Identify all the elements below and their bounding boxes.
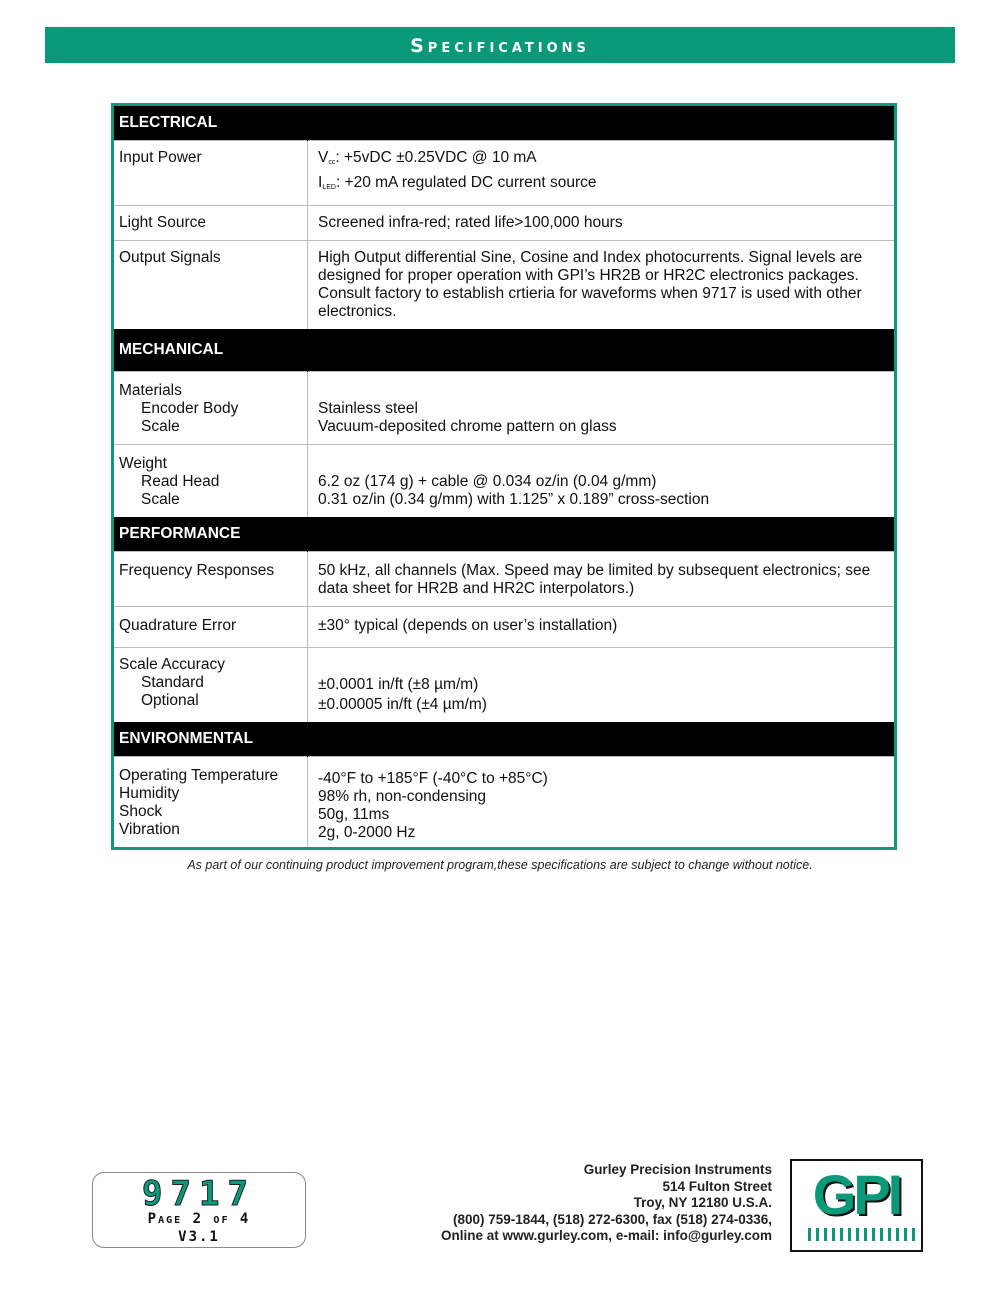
spec-value: Stainless steel Vacuum-deposited chrome pattern on glass — [308, 372, 896, 445]
section-title: MECHANICAL — [113, 329, 308, 372]
spec-value: Screened infra-red; rated life>100,000 hours — [308, 206, 896, 241]
city-address: Troy, NY 12180 U.S.A. — [633, 1195, 772, 1210]
spec-row-frequency — [113, 552, 896, 607]
spec-row-output-signals — [113, 241, 896, 330]
specifications-table — [111, 103, 897, 850]
company-name: Gurley Precision Instruments — [583, 1162, 772, 1177]
specifications-banner: Specifications — [45, 27, 955, 63]
section-title: PERFORMANCE — [113, 517, 308, 552]
spec-value: $V_{cc}$: +5vDC ±0.25VDC @ 10 mA $I_{LED}$: +20 mA regulated DC current source — [308, 141, 896, 206]
spec-label: Light Source — [113, 206, 308, 241]
spec-value: ±0.0001 in/ft (±8 µm/m) ±0.00005 in/ft (±4 µm/m) — [308, 648, 896, 723]
spec-row-environmental — [113, 757, 896, 849]
gpi-logo — [790, 1159, 923, 1252]
spec-label: Operating Temperature Humidity Shock Vibration — [113, 757, 308, 849]
version-label: V3.1 — [178, 1229, 220, 1245]
logo-bars-icon — [808, 1228, 915, 1241]
spec-row-quadrature — [113, 607, 896, 648]
spec-row-light-source — [113, 206, 896, 241]
model-page-box — [92, 1172, 306, 1248]
section-header-mechanical — [113, 329, 896, 372]
section-title: ENVIRONMENTAL — [113, 722, 308, 757]
spec-row-weight — [113, 445, 896, 518]
company-address — [441, 1162, 772, 1245]
spec-label: Frequency Responses — [113, 552, 308, 607]
logo-text: GPI — [812, 1163, 901, 1226]
spec-value: 50 kHz, all channels (Max. Speed may be limited by subsequent electronics; see data sheet for HR2B and HR2C interpolators.) — [308, 552, 896, 607]
spec-value: High Output differential Sine, Cosine and Index photocurrents. Signal levels are designed for proper operation with GPI’s HR2B or HR2C electronics packages. Consult factory to establish crtieria for waveforms when 9717 is used with other electronics. — [308, 241, 896, 330]
online-contact: Online at www.gurley.com, e-mail: info@gurley.com — [441, 1228, 772, 1243]
spec-row-scale-accuracy — [113, 648, 896, 723]
spec-label: Materials Encoder Body Scale — [113, 372, 308, 445]
section-title: ELECTRICAL — [113, 105, 308, 141]
street-address: 514 Fulton Street — [662, 1178, 772, 1194]
spec-row-input-power — [113, 141, 896, 206]
change-notice: As part of our continuing product improvement program,these specifications are subject to change without notice. — [187, 858, 813, 872]
phone-numbers: (800) 759-1844, (518) 272-6300, fax (518) 274-0336, — [453, 1211, 772, 1227]
spec-value: 6.2 oz (174 g) + cable @ 0.034 oz/in (0.04 g/mm) 0.31 oz/in (0.34 g/mm) with 1.125” x 0.189” cross-section — [308, 445, 896, 518]
model-number: 9717 — [142, 1174, 256, 1214]
spec-label: Weight Read Head Scale — [113, 445, 308, 518]
spec-label: Quadrature Error — [113, 607, 308, 648]
spec-row-materials — [113, 372, 896, 445]
section-header-performance — [113, 517, 896, 552]
spec-value: ±30° typical (depends on user’s installation) — [308, 607, 896, 648]
section-header-environmental — [113, 722, 896, 757]
spec-label: Input Power — [113, 141, 308, 206]
spec-value: -40°F to +185°F (-40°C to +85°C) 98% rh, non-condensing 50g, 11ms 2g, 0-2000 Hz — [308, 757, 896, 849]
spec-label: Scale Accuracy Standard Optional — [113, 648, 308, 723]
section-header-electrical — [113, 105, 896, 141]
spec-label: Output Signals — [113, 241, 308, 330]
page-indicator: Page 2 of 4 — [147, 1211, 251, 1227]
